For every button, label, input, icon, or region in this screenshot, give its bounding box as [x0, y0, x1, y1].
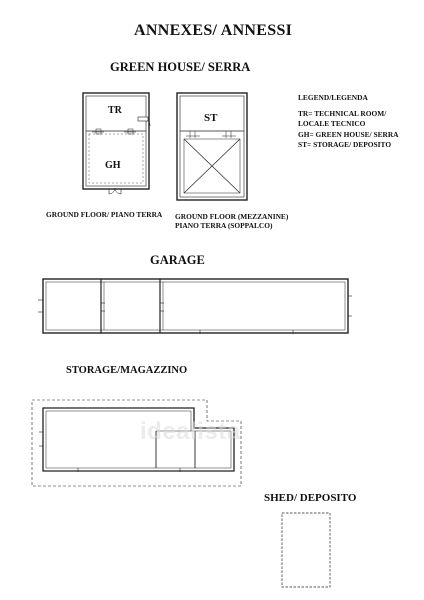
- mezzanine-caption-line1: GROUND FLOOR (MEZZANINE): [175, 212, 289, 221]
- shed-heading: SHED/ DEPOSITO: [264, 492, 357, 504]
- page-title: ANNEXES/ ANNESSI: [134, 22, 293, 39]
- legend-line: ST= STORAGE/ DEPOSITO: [298, 139, 392, 149]
- garage-plan: [38, 279, 352, 334]
- watermark-logo: idealista: [140, 418, 241, 445]
- legend-line: LOCALE TECNICO: [298, 119, 366, 129]
- room-label-tr: TR: [108, 105, 122, 116]
- legend-line: TR= TECHNICAL ROOM/: [298, 109, 387, 119]
- legend-title: LEGEND/LEGENDA: [298, 93, 368, 102]
- ground-floor-caption: GROUND FLOOR/ PIANO TERRA: [46, 210, 163, 219]
- shed-plan: [282, 513, 330, 587]
- legend-line: GH= GREEN HOUSE/ SERRA: [298, 129, 399, 139]
- garage-heading: GARAGE: [150, 253, 205, 267]
- mezzanine-plan: [177, 93, 247, 200]
- room-label-st: ST: [204, 112, 218, 124]
- greenhouse-heading: GREEN HOUSE/ SERRA: [110, 60, 251, 74]
- room-label-gh: GH: [105, 160, 121, 171]
- mezzanine-caption: [175, 212, 288, 231]
- mezzanine-caption-line2: PIANO TERRA (SOPPALCO): [175, 221, 273, 231]
- storage-heading: STORAGE/MAGAZZINO: [66, 365, 188, 376]
